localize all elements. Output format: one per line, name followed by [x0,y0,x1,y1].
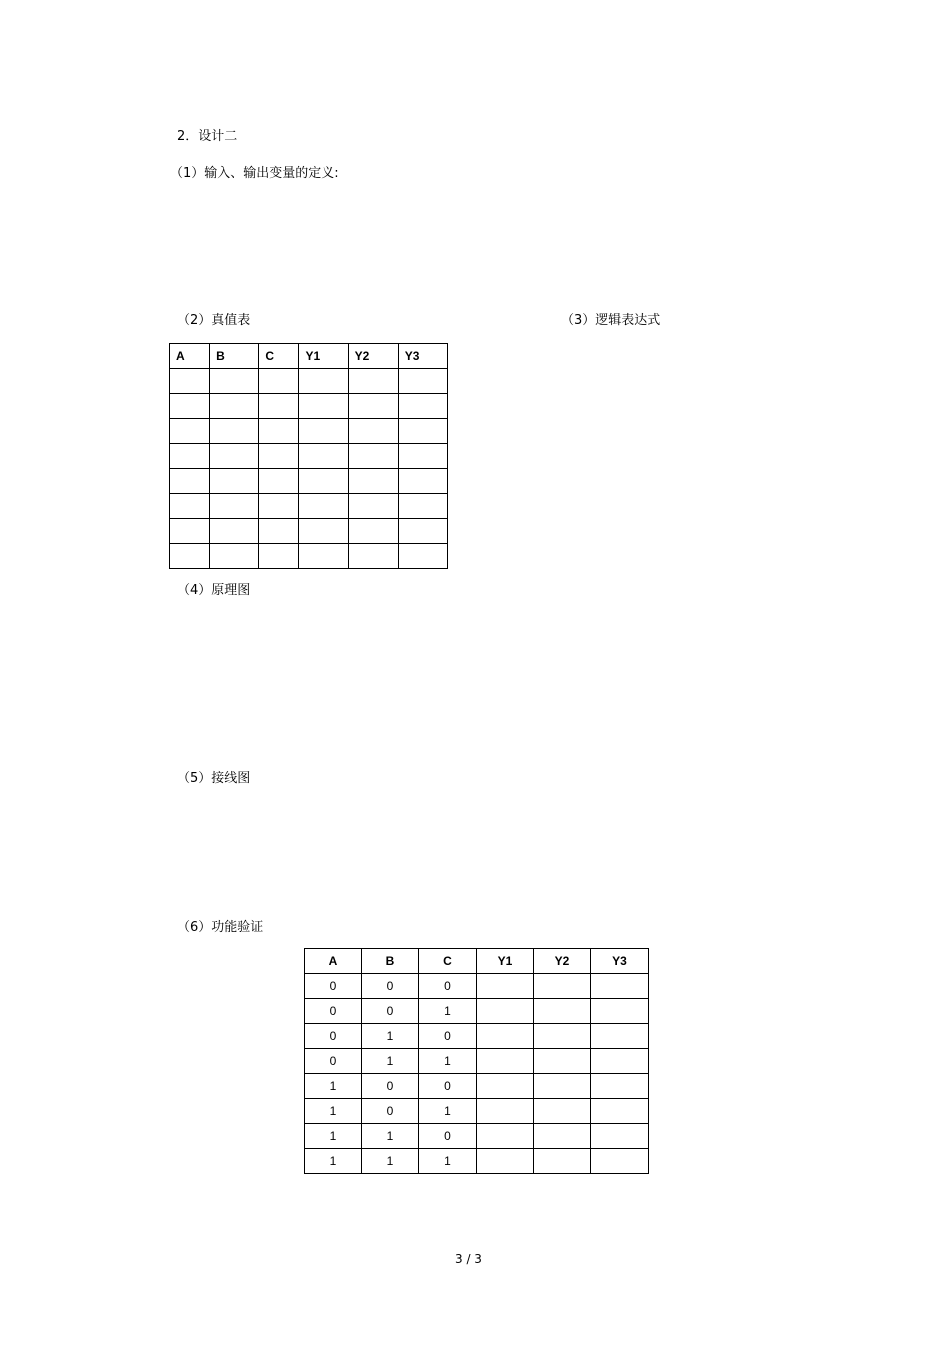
table-row [305,999,649,1024]
table-cell [259,419,299,444]
table-cell [348,444,398,469]
table-cell: 0 [419,974,477,999]
table-cell [477,1049,534,1074]
table-cell [534,1099,591,1124]
item-truth-table-label: （2）真值表 [177,313,251,328]
table-cell [259,469,299,494]
table-cell [170,494,210,519]
table-row [305,974,649,999]
table-cell [398,419,447,444]
verify-table-header-cell: Y2 [534,949,591,974]
page-number: 3 / 3 [455,1252,482,1266]
table-cell: 0 [419,1024,477,1049]
table-cell: 1 [419,1049,477,1074]
table-cell [210,494,259,519]
table-cell [299,544,348,569]
table-cell: 1 [419,999,477,1024]
table-cell: 1 [305,1074,362,1099]
table-cell: 1 [362,1024,419,1049]
table-cell [299,494,348,519]
table-cell: 1 [305,1149,362,1174]
item-io-definition: （1）输入、输出变量的定义: [170,166,339,181]
table-cell: 0 [419,1124,477,1149]
table-row [170,519,448,544]
table-row [170,419,448,444]
verify-table-header-cell: Y1 [477,949,534,974]
table-cell [398,544,447,569]
table-cell [534,1024,591,1049]
table-cell [477,974,534,999]
table-cell [299,444,348,469]
table-cell [210,544,259,569]
table-cell [477,1074,534,1099]
table-cell: 0 [362,1074,419,1099]
table-cell [259,544,299,569]
table-cell [591,1149,649,1174]
verify-table-header-cell: C [419,949,477,974]
table-cell [348,419,398,444]
table-row [170,444,448,469]
table-cell [348,494,398,519]
table-cell [299,369,348,394]
table-cell [210,469,259,494]
truth-table-header-cell: C [259,344,299,369]
table-cell [398,494,447,519]
table-cell [259,494,299,519]
table-cell [210,369,259,394]
table-row [305,1099,649,1124]
table-cell [348,369,398,394]
table-cell [348,544,398,569]
table-cell: 1 [419,1149,477,1174]
table-cell [398,519,447,544]
table-cell [534,974,591,999]
table-cell [210,444,259,469]
table-row [305,1124,649,1149]
table-cell [170,519,210,544]
truth-table-header-cell: Y3 [398,344,447,369]
table-cell [170,544,210,569]
table-cell [170,419,210,444]
table-cell [477,1024,534,1049]
table-cell [477,1099,534,1124]
verify-table-header-cell: B [362,949,419,974]
table-cell [299,419,348,444]
table-row [305,1074,649,1099]
table-cell [348,394,398,419]
table-cell [259,519,299,544]
table-cell [170,394,210,419]
table-cell [348,519,398,544]
table-cell [210,419,259,444]
item-function-verify-label: （6）功能验证 [177,920,264,935]
table-row [170,544,448,569]
table-cell [259,369,299,394]
table-cell [591,1024,649,1049]
table-cell [534,1074,591,1099]
table-cell [591,974,649,999]
verify-table-header-cell: A [305,949,362,974]
table-cell [477,999,534,1024]
table-row [170,469,448,494]
truth-table-header-cell: Y1 [299,344,348,369]
table-cell [259,444,299,469]
table-cell: 1 [362,1049,419,1074]
table-row [170,394,448,419]
table-cell [348,469,398,494]
table-cell: 1 [305,1099,362,1124]
table-cell [591,1049,649,1074]
verify-table [304,948,649,1174]
truth-table [169,343,448,569]
table-row [305,1049,649,1074]
table-cell [170,444,210,469]
table-cell [534,999,591,1024]
table-row [305,1149,649,1174]
verify-table-header-cell: Y3 [591,949,649,974]
table-cell [299,469,348,494]
table-row [170,369,448,394]
section-title: 2．设计二 [177,129,238,144]
table-cell: 0 [305,1049,362,1074]
table-cell [259,394,299,419]
table-cell [534,1049,591,1074]
table-cell [398,469,447,494]
table-cell [477,1124,534,1149]
truth-table-header-cell: Y2 [348,344,398,369]
table-cell: 0 [305,974,362,999]
table-cell [299,519,348,544]
verify-table-header-row [305,949,649,974]
table-cell [591,1074,649,1099]
table-cell [534,1124,591,1149]
table-cell: 1 [305,1124,362,1149]
table-cell [591,999,649,1024]
table-cell: 0 [419,1074,477,1099]
table-cell: 0 [362,999,419,1024]
table-cell: 1 [362,1149,419,1174]
table-cell: 0 [305,999,362,1024]
table-cell [591,1124,649,1149]
table-cell [591,1099,649,1124]
item-schematic-label: （4）原理图 [177,583,251,598]
table-cell [534,1149,591,1174]
item-wiring-diagram-label: （5）接线图 [177,771,251,786]
table-cell: 1 [419,1099,477,1124]
table-cell [210,394,259,419]
table-cell [398,444,447,469]
table-cell: 0 [362,1099,419,1124]
table-row [305,1024,649,1049]
table-cell: 0 [362,974,419,999]
table-cell: 1 [362,1124,419,1149]
item-logic-expression-label: （3）逻辑表达式 [561,313,661,328]
table-cell [170,469,210,494]
truth-table-header-cell: B [210,344,259,369]
table-cell [170,369,210,394]
table-cell [299,394,348,419]
table-cell [210,519,259,544]
truth-table-header-cell: A [170,344,210,369]
table-cell: 0 [305,1024,362,1049]
table-cell [477,1149,534,1174]
table-row [170,494,448,519]
table-cell [398,394,447,419]
truth-table-header-row [170,344,448,369]
table-cell [398,369,447,394]
